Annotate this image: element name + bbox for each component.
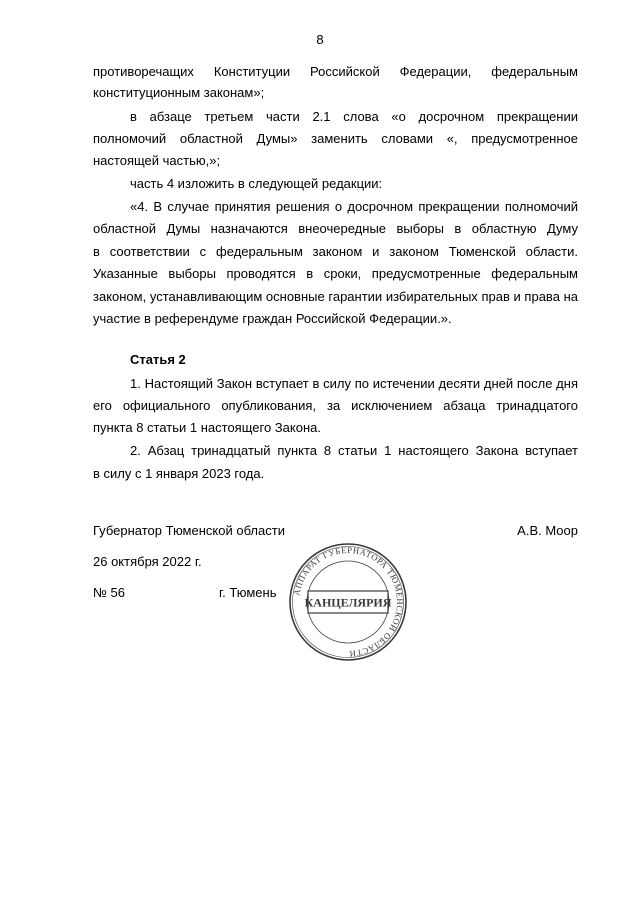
signer-name: А.В. Моор bbox=[517, 523, 578, 538]
article-heading: Статья 2 bbox=[130, 352, 186, 367]
paragraph-line: настоящей частью,»; bbox=[93, 153, 221, 168]
document-date: 26 октября 2022 г. bbox=[93, 554, 202, 569]
paragraph-line: конституционным законам»; bbox=[93, 85, 265, 100]
stamp-ring-text: АППАРАТ ГУБЕРНАТОРА ТЮМЕНСКОЙ ОБЛАСТИ bbox=[291, 544, 406, 660]
paragraph-line: в силу с 1 января 2023 года. bbox=[93, 466, 265, 481]
paragraph-line: участие в референдуме граждан Российской Федерации.». bbox=[93, 311, 452, 326]
page-number: 8 bbox=[316, 32, 324, 47]
office-stamp bbox=[288, 542, 408, 662]
paragraph-line: в соответствии с федеральным законом и законом Тюменской области. bbox=[93, 244, 578, 259]
document-number: № 56 bbox=[93, 585, 126, 600]
paragraph-line: Указанные выборы проводятся в сроки, предусмотренные федеральным bbox=[93, 266, 578, 281]
signer-position: Губернатор Тюменской области bbox=[93, 523, 285, 538]
paragraph-line: 1. Настоящий Закон вступает в силу по истечении десяти дней после дня bbox=[130, 376, 578, 391]
paragraph-line: областной Думы назначаются внеочередные выборы в областную Думу bbox=[93, 221, 578, 236]
paragraph-line: 2. Абзац тринадцатый пункта 8 статьи 1 настоящего Закона вступает bbox=[130, 443, 578, 458]
document-city: г. Тюмень bbox=[219, 585, 277, 600]
paragraph-line: часть 4 изложить в следующей редакции: bbox=[130, 176, 383, 191]
paragraph-line: законом, устанавливающим основные гарантии избирательных прав и права на bbox=[93, 289, 578, 304]
paragraph-line: противоречащих Конституции Российской Федерации, федеральным bbox=[93, 64, 578, 79]
paragraph-line: в абзаце третьем части 2.1 слова «о досрочном прекращении bbox=[130, 109, 578, 124]
paragraph-line: пункта 8 статьи 1 настоящего Закона. bbox=[93, 420, 321, 435]
paragraph-line: «4. В случае принятия решения о досрочном прекращении полномочий bbox=[130, 199, 578, 214]
paragraph-line: полномочий областной Думы» заменить словами «, предусмотренное bbox=[93, 131, 578, 146]
paragraph-line: его официального опубликования, за исключением абзаца тринадцатого bbox=[93, 398, 578, 413]
stamp-center-text: КАНЦЕЛЯРИЯ bbox=[304, 595, 392, 610]
